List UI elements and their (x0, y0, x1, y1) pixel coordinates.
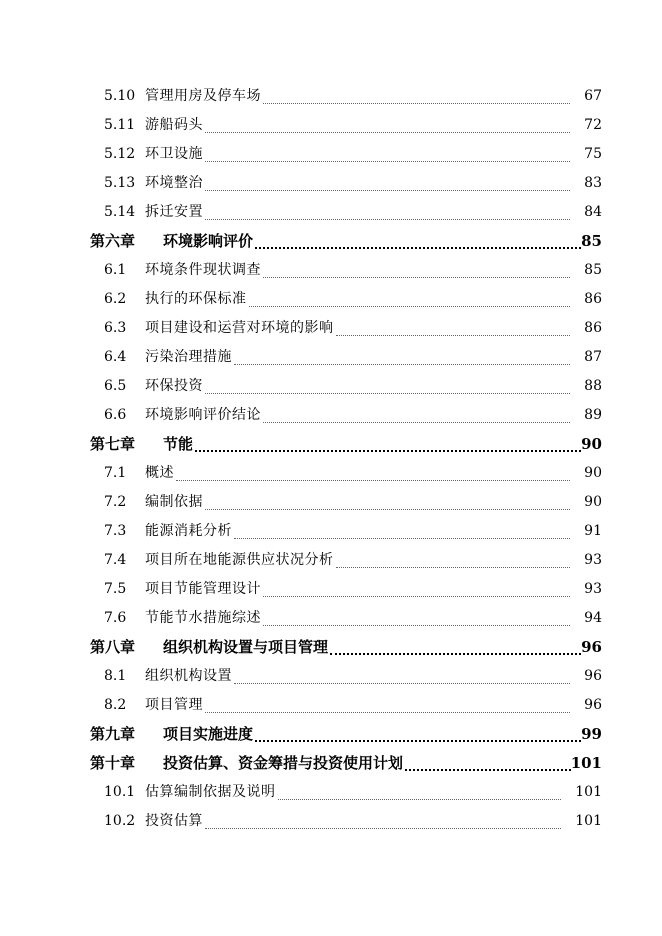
toc-section-entry[interactable] (90, 198, 602, 227)
toc-entry-number: 10.2 (104, 813, 136, 829)
dot-leader (278, 778, 562, 807)
toc-entry-page-number: 96 (584, 668, 602, 684)
toc-entry-number: 6.4 (104, 349, 127, 365)
toc-section-entry[interactable] (90, 488, 602, 517)
toc-entry-number: 第七章 (90, 435, 136, 453)
toc-entry-title: 节能节水措施综述 (145, 610, 261, 626)
toc-entry-title: 环境整治 (145, 175, 203, 191)
table-of-contents (90, 82, 602, 836)
toc-entry-page-number: 101 (570, 754, 602, 772)
toc-entry-number: 10.1 (104, 784, 136, 800)
toc-chapter-entry[interactable] (90, 430, 602, 459)
toc-entry-number: 6.3 (104, 320, 127, 336)
toc-entry-page-number: 93 (584, 581, 602, 597)
toc-entry-page-number: 90 (581, 435, 602, 453)
toc-entry-page-number: 75 (584, 146, 602, 162)
toc-entry-number: 8.2 (104, 697, 127, 713)
toc-entry-number: 5.10 (104, 88, 136, 104)
toc-entry-title: 环境条件现状调查 (145, 262, 261, 278)
dot-leader (205, 691, 570, 720)
toc-section-entry[interactable] (90, 778, 602, 807)
dot-leader (234, 662, 570, 691)
dot-leader (205, 488, 570, 517)
dot-leader (234, 517, 570, 546)
toc-section-entry[interactable] (90, 372, 602, 401)
toc-entry-number: 第六章 (90, 232, 136, 250)
toc-entry-title: 环卫设施 (145, 146, 203, 162)
toc-section-entry[interactable] (90, 459, 602, 488)
dot-leader (263, 575, 570, 604)
toc-entry-number: 第八章 (90, 638, 136, 656)
toc-entry-number: 第九章 (90, 725, 136, 743)
dot-leader (336, 314, 571, 343)
dot-leader (263, 256, 570, 285)
toc-entry-page-number: 85 (584, 262, 602, 278)
toc-chapter-entry[interactable] (90, 720, 602, 749)
toc-entry-number: 7.1 (104, 465, 127, 481)
toc-entry-title: 项目实施进度 (163, 725, 254, 743)
toc-entry-number: 5.14 (104, 204, 136, 220)
toc-entry-title: 环境影响评价结论 (145, 407, 261, 423)
toc-entry-title: 编制依据 (145, 494, 203, 510)
dot-leader (330, 633, 581, 662)
toc-entry-number: 5.13 (104, 175, 136, 191)
dot-leader (255, 720, 581, 749)
toc-entry-page-number: 88 (584, 378, 602, 394)
toc-entry-page-number: 90 (584, 465, 602, 481)
toc-entry-page-number: 99 (581, 725, 602, 743)
toc-entry-page-number: 96 (584, 697, 602, 713)
toc-entry-page-number: 85 (581, 232, 602, 250)
toc-section-entry[interactable] (90, 517, 602, 546)
toc-entry-page-number: 101 (575, 784, 602, 800)
toc-entry-page-number: 94 (584, 610, 602, 626)
toc-entry-title: 组织机构设置与项目管理 (163, 638, 329, 656)
toc-chapter-entry[interactable] (90, 633, 602, 662)
toc-section-entry[interactable] (90, 256, 602, 285)
toc-entry-page-number: 89 (584, 407, 602, 423)
toc-entry-number: 7.2 (104, 494, 127, 510)
toc-entry-page-number: 86 (584, 320, 602, 336)
toc-section-entry[interactable] (90, 111, 602, 140)
toc-section-entry[interactable] (90, 604, 602, 633)
toc-entry-page-number: 101 (575, 813, 602, 829)
toc-entry-number: 第十章 (90, 754, 136, 772)
toc-entry-title: 拆迁安置 (145, 204, 203, 220)
toc-entry-title: 执行的环保标准 (145, 291, 247, 307)
toc-entry-title: 能源消耗分析 (145, 523, 232, 539)
toc-section-entry[interactable] (90, 285, 602, 314)
dot-leader (336, 546, 571, 575)
toc-entry-page-number: 72 (584, 117, 602, 133)
toc-entry-title: 项目所在地能源供应状况分析 (145, 552, 334, 568)
toc-entry-title: 节能 (163, 435, 194, 453)
toc-entry-page-number: 90 (584, 494, 602, 510)
toc-entry-page-number: 83 (584, 175, 602, 191)
dot-leader (205, 140, 570, 169)
dot-leader (263, 82, 570, 111)
toc-entry-number: 6.6 (104, 407, 127, 423)
toc-section-entry[interactable] (90, 314, 602, 343)
dot-leader (263, 604, 570, 633)
toc-section-entry[interactable] (90, 662, 602, 691)
toc-section-entry[interactable] (90, 140, 602, 169)
toc-section-entry[interactable] (90, 82, 602, 111)
toc-entry-number: 6.1 (104, 262, 127, 278)
toc-entry-title: 项目建设和运营对环境的影响 (145, 320, 334, 336)
toc-section-entry[interactable] (90, 575, 602, 604)
toc-entry-title: 项目管理 (145, 697, 203, 713)
toc-section-entry[interactable] (90, 691, 602, 720)
toc-entry-title: 项目节能管理设计 (145, 581, 261, 597)
toc-entry-title: 环境影响评价 (163, 232, 254, 250)
toc-entry-title: 投资估算、资金筹措与投资使用计划 (163, 754, 404, 772)
toc-entry-title: 污染治理措施 (145, 349, 232, 365)
toc-chapter-entry[interactable] (90, 227, 602, 256)
dot-leader (205, 111, 570, 140)
dot-leader (195, 430, 581, 459)
toc-entry-title: 游船码头 (145, 117, 203, 133)
toc-entry-page-number: 91 (584, 523, 602, 539)
toc-section-entry[interactable] (90, 807, 602, 836)
dot-leader (205, 169, 570, 198)
dot-leader (176, 459, 570, 488)
toc-entry-number: 8.1 (104, 668, 127, 684)
toc-entry-number: 7.4 (104, 552, 127, 568)
toc-entry-page-number: 67 (584, 88, 602, 104)
toc-entry-page-number: 87 (584, 349, 602, 365)
dot-leader (405, 749, 571, 778)
dot-leader (263, 401, 570, 430)
dot-leader (205, 372, 570, 401)
toc-chapter-entry[interactable] (90, 749, 602, 778)
toc-entry-page-number: 86 (584, 291, 602, 307)
toc-entry-title: 概述 (145, 465, 174, 481)
dot-leader (255, 227, 581, 256)
dot-leader (205, 807, 561, 836)
toc-entry-page-number: 84 (584, 204, 602, 220)
toc-entry-number: 5.11 (104, 117, 136, 133)
toc-entry-page-number: 96 (581, 638, 602, 656)
toc-entry-title: 管理用房及停车场 (145, 88, 261, 104)
toc-entry-title: 估算编制依据及说明 (145, 784, 276, 800)
toc-entry-number: 6.5 (104, 378, 127, 394)
toc-section-entry[interactable] (90, 546, 602, 575)
toc-entry-number: 7.5 (104, 581, 127, 597)
toc-entry-title: 组织机构设置 (145, 668, 232, 684)
toc-section-entry[interactable] (90, 343, 602, 372)
dot-leader (234, 343, 570, 372)
toc-entry-title: 环保投资 (145, 378, 203, 394)
toc-entry-number: 5.12 (104, 146, 136, 162)
dot-leader (249, 285, 571, 314)
toc-section-entry[interactable] (90, 169, 602, 198)
toc-entry-title: 投资估算 (145, 813, 203, 829)
toc-section-entry[interactable] (90, 401, 602, 430)
toc-entry-number: 7.3 (104, 523, 127, 539)
toc-entry-page-number: 93 (584, 552, 602, 568)
toc-entry-number: 7.6 (104, 610, 127, 626)
toc-entry-number: 6.2 (104, 291, 127, 307)
dot-leader (205, 198, 570, 227)
